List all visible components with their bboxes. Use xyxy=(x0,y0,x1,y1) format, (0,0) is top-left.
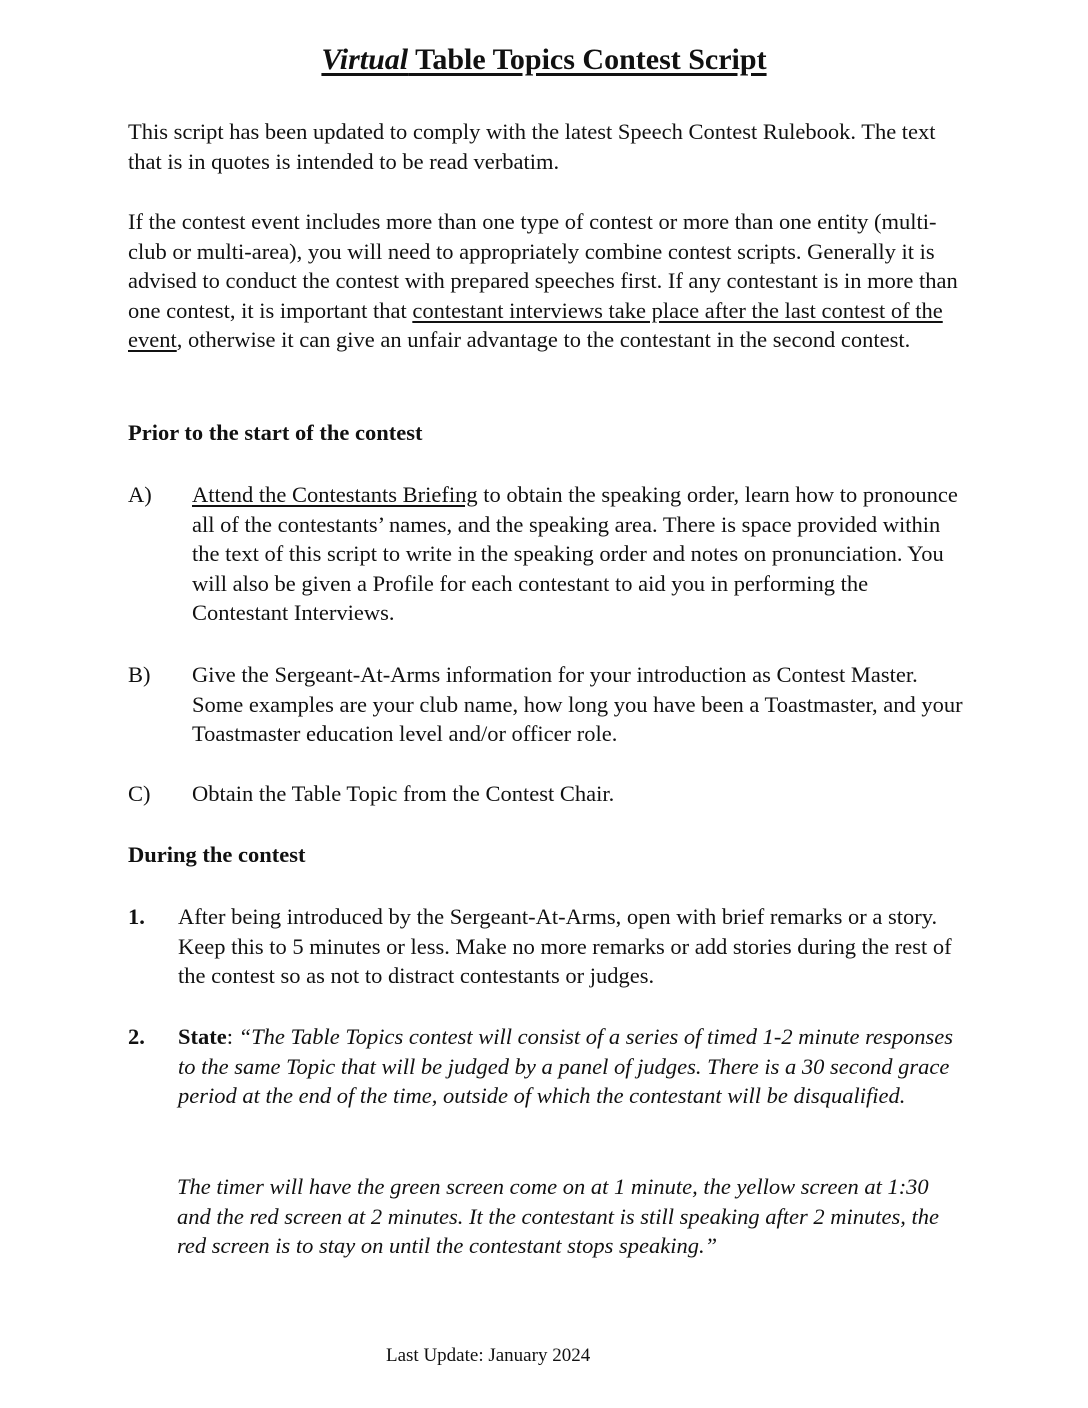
section-heading-prior: Prior to the start of the contest xyxy=(128,420,423,445)
item-body xyxy=(178,1022,968,1111)
intro-paragraph-2-text-a: If the contest event includes more than one type of contest or more than one entity (multi-club or multi-area), you will need to appropriately combine contest scripts. Generally it is advised to conduct the contest with prepared speeches first. If any contestant is in more than one contest, it is important that xyxy=(128,209,958,323)
interviews-emphasis: contestant interviews take place after the last contest of the event xyxy=(128,297,943,352)
item-body xyxy=(192,480,968,628)
item-body: After being introduced by the Sergeant-At-Arms, open with brief remarks or a story. Keep this to 5 minutes or less. Make no more remarks or add stories during the rest of the contest so as not to distract contestants or judges. xyxy=(178,904,952,988)
item-marker: 2. xyxy=(128,1024,145,1049)
intro-paragraph-2-text-b: , otherwise it can give an unfair advantage to the contestant in the second contest. xyxy=(176,327,911,352)
item-body: Obtain the Table Topic from the Contest Chair. xyxy=(192,781,615,806)
last-update-footer: Last Update: January 2024 xyxy=(386,1345,591,1366)
item-text: to obtain the speaking order, learn how to pronounce all of the contestants’ names, and the speaking area. There is space provided within the text of this script to write in the speaking order and notes on pronunciation. You will also be given a Profile for each contestant to aid you in performing the Contestant Interviews. xyxy=(192,482,958,625)
title-rest: Table Topics Contest Script xyxy=(408,43,767,76)
item-marker: B) xyxy=(128,662,151,687)
section-heading-during: During the contest xyxy=(128,842,306,867)
quote-paragraph-2: The timer will have the green screen come on at 1 minute, the yellow screen at 1:30 and the red screen at 2 minutes. It the contestant is still speaking after 2 minutes, the red screen is to stay on until the contestant stops speaking.” xyxy=(177,1174,939,1258)
state-colon: : xyxy=(226,1024,239,1049)
intro-paragraph-1: This script has been updated to comply with the latest Speech Contest Rulebook. The text that is in quotes is intended to be read verbatim. xyxy=(128,119,936,174)
contestants-briefing-emphasis: Attend the Contestants Briefing xyxy=(192,482,478,507)
item-marker: 1. xyxy=(128,904,145,929)
quote-paragraph-1: “The Table Topics contest will consist of a series of timed 1-2 minute responses to the same Topic that will be judged by a panel of judges. There is a 30 second grace period at the end of the time, outside of which the contestant will be disqualified. xyxy=(178,1024,954,1108)
title-italic-part: Virtual xyxy=(321,43,409,76)
item-marker: A) xyxy=(128,482,152,507)
item-marker: C) xyxy=(128,781,151,806)
document-title xyxy=(0,40,1088,80)
item-body: Give the Sergeant-At-Arms information for your introduction as Contest Master. Some examples are your club name, how long you have been a Toastmaster, and your Toastmaster education level and/or officer role. xyxy=(192,662,963,746)
intro-paragraph-2 xyxy=(128,207,968,355)
state-label: State xyxy=(178,1024,227,1049)
